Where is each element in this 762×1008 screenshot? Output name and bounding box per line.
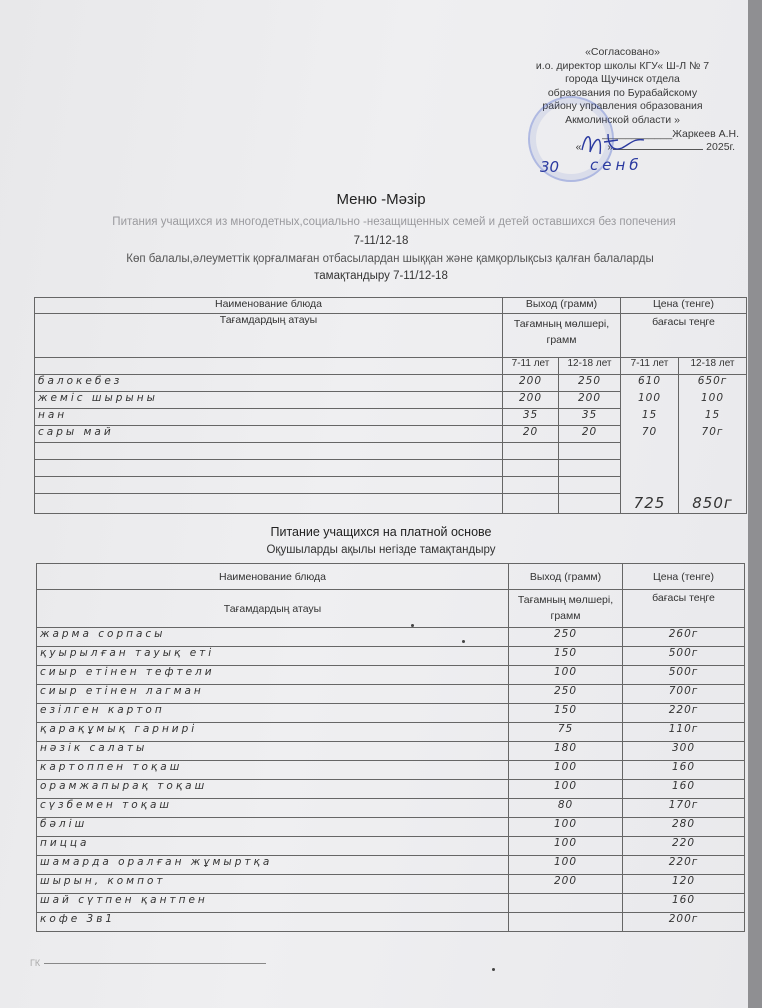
yield-value: 80: [509, 799, 623, 818]
yield-value: 100: [509, 818, 623, 837]
col-price-ru: Цена (тенге): [623, 564, 745, 590]
price-value: 160: [623, 780, 745, 799]
ink-dot: [411, 624, 414, 627]
col-yield-kz: Тағамның мөлшері, грамм: [503, 314, 621, 358]
empty-cell: [621, 443, 679, 460]
table-row: [37, 875, 745, 894]
date-close-quote: »: [607, 141, 614, 154]
price-value: 260г: [623, 628, 745, 647]
yield-value: 180: [509, 742, 623, 761]
dish-name: қарақұмық гарнирі: [37, 723, 509, 742]
signatory-name: Жаркеев А.Н.: [672, 127, 739, 140]
empty-cell: [559, 460, 621, 477]
empty-cell: [35, 477, 503, 494]
empty-cell: [679, 460, 747, 477]
price-value: 110г: [623, 723, 745, 742]
price-value: 70: [621, 426, 679, 443]
footer-label: ГК: [30, 958, 41, 968]
price-value: 15: [679, 409, 747, 426]
yield-value: 100: [509, 780, 623, 799]
price-value: 100: [679, 392, 747, 409]
dish-name: пицца: [37, 837, 509, 856]
col-price-kz: бағасы теңге: [623, 590, 745, 628]
approval-line: району управления образования: [542, 100, 703, 113]
empty-cell: [503, 494, 559, 514]
price-value: 70г: [679, 426, 747, 443]
empty-cell: [503, 477, 559, 494]
yield-value: 20: [559, 426, 621, 443]
table-row: [37, 856, 745, 875]
table-total-row: [35, 494, 747, 514]
table-row: [37, 780, 745, 799]
yield-value: 150: [509, 704, 623, 723]
approval-year: 2025г.: [706, 141, 735, 154]
dish-name: орамжапырақ тоқаш: [37, 780, 509, 799]
subtitle-ru: Питания учащихся из многодетных,социально -незащищенных семей и детей оставшихся без попечения: [112, 216, 676, 228]
dish-name: нәзік салаты: [37, 742, 509, 761]
table-row: [35, 443, 747, 460]
yield-value: 250: [509, 628, 623, 647]
yield-value: 200: [503, 375, 559, 392]
empty-cell: [621, 477, 679, 494]
dish-name: жеміс шырыны: [35, 392, 503, 409]
yield-value: 200: [509, 875, 623, 894]
price-value: 170г: [623, 799, 745, 818]
dish-name: бәліш: [37, 818, 509, 837]
table-header-row: [37, 564, 745, 590]
table-row: [37, 913, 745, 932]
yield-value: [509, 894, 623, 913]
table-header-row: [35, 298, 747, 314]
empty-cell: [679, 477, 747, 494]
yield-value: 35: [503, 409, 559, 426]
yield-value: [509, 913, 623, 932]
dish-name: нан: [35, 409, 503, 426]
dish-name: қуырылған тауық еті: [37, 647, 509, 666]
table-header-row: [37, 590, 745, 628]
date-day: 30: [540, 158, 560, 176]
yield-value: 20: [503, 426, 559, 443]
yield-value: 250: [509, 685, 623, 704]
col-yield-ru: Выход (грамм): [509, 564, 623, 590]
approval-heading: «Согласовано»: [585, 46, 660, 58]
approval-line: города Щучинск отдела: [565, 73, 680, 86]
col-yield-kz: Тағамның мөлшері, грамм: [509, 590, 623, 628]
subtitle-kz: Көп балалы,әлеуметтік қорғалмаған отбасылардан шыққан және қамқорлықсыз қалған балаларды: [126, 253, 654, 265]
dish-name: жарма сорпасы: [37, 628, 509, 647]
price-value: 610: [621, 375, 679, 392]
price-value: 650г: [679, 375, 747, 392]
empty-cell: [679, 443, 747, 460]
dish-name: балокебез: [35, 375, 503, 392]
table-row: [35, 375, 747, 392]
subtitle-ru-ages: 7-11/12-18: [353, 235, 409, 247]
table-row: [35, 477, 747, 494]
empty-cell: [35, 460, 503, 477]
table-header-row: [35, 314, 747, 358]
table-row: [35, 426, 747, 443]
yield-value: 200: [503, 392, 559, 409]
dish-name: сиыр етінен лагман: [37, 685, 509, 704]
price-value: 160: [623, 761, 745, 780]
yield-value: 100: [509, 837, 623, 856]
col-name-ru: Наименование блюда: [35, 298, 503, 314]
table-row: [37, 685, 745, 704]
table-row: [37, 799, 745, 818]
empty-cell: [559, 443, 621, 460]
yield-value: 75: [509, 723, 623, 742]
page-title: Меню -Мәзір: [336, 191, 426, 208]
col-name-kz: Тағамдардың атауы: [35, 314, 503, 358]
table-row: [35, 392, 747, 409]
yield-value: 35: [559, 409, 621, 426]
price-value: 500г: [623, 647, 745, 666]
table-row: [37, 704, 745, 723]
price-value: 700г: [623, 685, 745, 704]
empty-cell: [35, 443, 503, 460]
yield-value: 250: [559, 375, 621, 392]
table-row: [37, 761, 745, 780]
dish-name: сүзбемен тоқаш: [37, 799, 509, 818]
price-value: 220: [623, 837, 745, 856]
section2-subtitle: Оқушыларды ақылы негізде тамақтандыру: [266, 544, 496, 556]
approval-signature-line: ____________Жаркеев А.Н.: [602, 127, 739, 140]
col-name-kz: Тағамдардың атауы: [37, 590, 509, 628]
table-row: [37, 666, 745, 685]
total-price: 725: [621, 494, 679, 514]
date-open-quote: «: [575, 141, 582, 154]
yield-value: 100: [509, 856, 623, 875]
price-value: 280: [623, 818, 745, 837]
age-group: 12-18 лет: [679, 358, 747, 375]
age-group: 12-18 лет: [559, 358, 621, 375]
col-price-kz: бағасы теңге: [621, 314, 747, 358]
price-value: 160: [623, 894, 745, 913]
dish-name: картоппен тоқаш: [37, 761, 509, 780]
dish-name: езілген картоп: [37, 704, 509, 723]
empty-cell: [559, 494, 621, 514]
dish-name: кофе 3в1: [37, 913, 509, 932]
menu-table-paid: [36, 563, 745, 932]
col-yield-ru: Выход (грамм): [503, 298, 621, 314]
subtitle-kz-end: тамақтандыру 7-11/12-18: [314, 270, 448, 282]
col-price-ru: Цена (тенге): [621, 298, 747, 314]
age-group: 7-11 лет: [621, 358, 679, 375]
table-row: [37, 894, 745, 913]
table-row: [35, 409, 747, 426]
price-value: 500г: [623, 666, 745, 685]
table-age-row: [35, 358, 747, 375]
section2-title: Питание учащихся на платной основе: [270, 525, 492, 539]
yield-value: 100: [509, 666, 623, 685]
yield-value: 150: [509, 647, 623, 666]
date-month: сенб: [590, 156, 643, 174]
col-name-ru: Наименование блюда: [37, 564, 509, 590]
price-value: 15: [621, 409, 679, 426]
total-price: 850г: [679, 494, 747, 514]
empty-cell: [503, 460, 559, 477]
footer-signature-line: [44, 963, 266, 964]
dish-name: сиыр етінен тефтели: [37, 666, 509, 685]
signature-icon: [575, 128, 648, 158]
table-row: [37, 647, 745, 666]
price-value: 120: [623, 875, 745, 894]
empty-cell: [35, 358, 503, 375]
price-value: 200г: [623, 913, 745, 932]
dish-name: шырын, компот: [37, 875, 509, 894]
empty-cell: [559, 477, 621, 494]
ink-dot: [462, 640, 465, 643]
approval-line: образования по Бурабайскому: [547, 86, 698, 99]
approval-line: и.о. директор школы КГУ« Ш-Л № 7: [535, 59, 710, 72]
table-row: [35, 460, 747, 477]
price-value: 220г: [623, 704, 745, 723]
price-value: 220г: [623, 856, 745, 875]
dish-name: сары май: [35, 426, 503, 443]
ink-dot: [492, 968, 495, 971]
empty-cell: [35, 494, 503, 514]
yield-value: 200: [559, 392, 621, 409]
empty-cell: [503, 443, 559, 460]
table-row: [37, 818, 745, 837]
table-row: [37, 628, 745, 647]
age-group: 7-11 лет: [503, 358, 559, 375]
table-row: [37, 723, 745, 742]
dish-name: шай сүтпен қантпен: [37, 894, 509, 913]
table-row: [37, 742, 745, 761]
price-value: 300: [623, 742, 745, 761]
dish-name: шамарда оралған жұмыртқа: [37, 856, 509, 875]
yield-value: 100: [509, 761, 623, 780]
price-value: 100: [621, 392, 679, 409]
empty-cell: [621, 460, 679, 477]
menu-table-social: [34, 297, 747, 514]
table-row: [37, 837, 745, 856]
approval-line: Акмолинской области »: [565, 113, 680, 126]
